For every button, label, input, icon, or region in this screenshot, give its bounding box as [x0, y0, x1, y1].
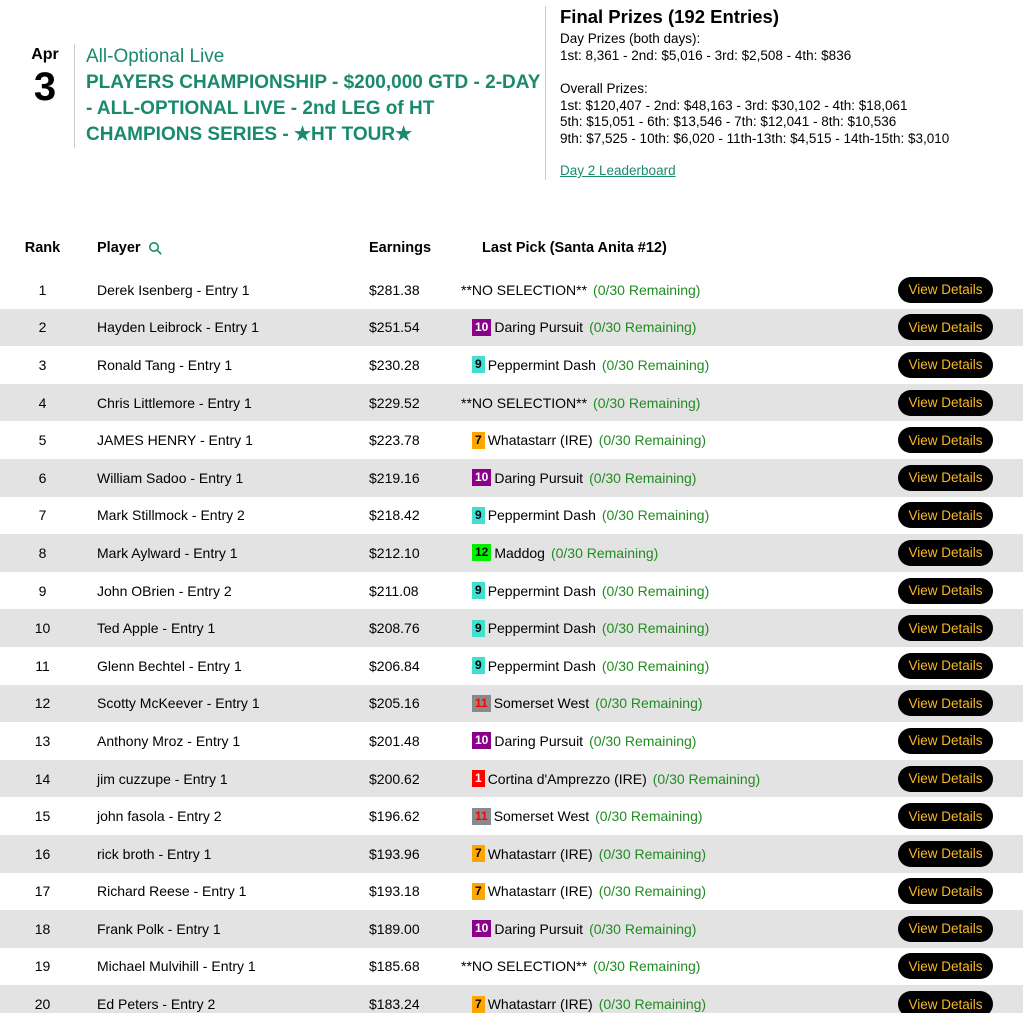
pick-name: Daring Pursuit — [494, 319, 584, 336]
table-row — [0, 647, 1023, 685]
day-prizes-values: 1st: 8,361 - 2nd: $5,016 - 3rd: $2,508 - 4th: $836 — [560, 47, 852, 63]
view-details-button[interactable]: View Details — [898, 390, 993, 416]
pick-name: Peppermint Dash — [487, 582, 596, 599]
last-pick-cell — [461, 620, 898, 637]
saddle-cloth-badge: 9 — [472, 507, 485, 524]
rank-column-header: Rank — [24, 240, 61, 256]
final-prizes-panel — [545, 6, 1015, 180]
last-pick-cell — [461, 845, 898, 862]
overall-prizes-line-3: 9th: $7,525 - 10th: $6,020 - 11th-13th: $4,515 - 14th-15th: $3,010 — [560, 130, 950, 146]
last-pick-cell — [461, 920, 898, 937]
rank-cell: 20 — [34, 996, 51, 1013]
table-row — [0, 534, 1023, 572]
table-row — [0, 873, 1023, 911]
picks-remaining: (0/30 Remaining) — [601, 356, 710, 373]
saddle-cloth-badge: 7 — [472, 883, 485, 900]
player-cell: john fasola - Entry 2 — [97, 808, 222, 825]
saddle-cloth-badge: 9 — [472, 657, 485, 674]
player-cell: rick broth - Entry 1 — [97, 845, 212, 862]
player-cell: Derek Isenberg - Entry 1 — [97, 281, 250, 298]
action-cell — [898, 502, 1023, 528]
player-cell: Frank Polk - Entry 1 — [97, 920, 221, 937]
player-cell: Anthony Mroz - Entry 1 — [97, 732, 241, 749]
earnings-cell: $229.52 — [369, 394, 420, 411]
rank-cell: 17 — [34, 883, 51, 900]
rank-cell: 15 — [34, 808, 51, 825]
table-row — [0, 835, 1023, 873]
picks-remaining: (0/30 Remaining) — [589, 732, 697, 749]
rank-cell: 19 — [34, 958, 51, 975]
player-cell: JAMES HENRY - Entry 1 — [97, 432, 253, 449]
event-month: Apr — [31, 46, 59, 63]
saddle-cloth-badge: 10 — [472, 319, 491, 336]
earnings-cell: $251.54 — [369, 319, 420, 336]
view-details-button[interactable]: View Details — [898, 690, 993, 716]
rank-cell: 10 — [34, 620, 51, 637]
picks-remaining: (0/30 Remaining) — [601, 507, 710, 524]
action-cell — [898, 314, 1023, 340]
last-pick-cell — [461, 657, 898, 674]
table-row — [0, 685, 1023, 723]
rank-cell: 16 — [34, 845, 51, 862]
table-row — [0, 309, 1023, 347]
rank-cell: 12 — [34, 695, 51, 712]
saddle-cloth-badge: 7 — [472, 845, 485, 862]
player-cell: Richard Reese - Entry 1 — [97, 883, 247, 900]
last-pick-cell — [461, 996, 898, 1013]
view-details-button[interactable]: View Details — [898, 953, 993, 979]
rank-cell: 7 — [38, 507, 47, 524]
action-cell — [898, 578, 1023, 604]
action-cell — [898, 991, 1023, 1013]
rank-cell: 14 — [34, 770, 51, 787]
event-day: 3 — [33, 65, 57, 109]
earnings-cell: $196.62 — [369, 808, 420, 825]
pick-name: **NO SELECTION** — [461, 958, 588, 975]
player-cell: Michael Mulvihill - Entry 1 — [97, 958, 256, 975]
overall-prizes-line-1: 1st: $120,407 - 2nd: $48,163 - 3rd: $30,102 - 4th: $18,061 — [560, 97, 908, 113]
last-pick-cell — [461, 958, 898, 974]
table-row — [0, 497, 1023, 535]
earnings-column-header: Earnings — [369, 240, 432, 256]
day-prizes-label: Day Prizes (both days): — [560, 31, 701, 46]
date-divider — [74, 44, 75, 148]
rank-cell: 8 — [38, 544, 47, 561]
table-row — [0, 572, 1023, 610]
player-header-label: Player — [97, 240, 141, 256]
table-row — [0, 910, 1023, 948]
table-row — [0, 760, 1023, 798]
earnings-cell: $219.16 — [369, 469, 420, 486]
view-details-button[interactable]: View Details — [898, 615, 993, 641]
table-row — [0, 421, 1023, 459]
earnings-cell: $185.68 — [369, 958, 420, 975]
rank-cell: 18 — [34, 920, 51, 937]
pick-name: Daring Pursuit — [494, 732, 584, 749]
action-cell — [898, 878, 1023, 904]
last-pick-cell — [461, 507, 898, 524]
action-cell — [898, 352, 1023, 378]
view-details-button[interactable]: View Details — [898, 766, 993, 792]
saddle-cloth-badge: 1 — [472, 770, 485, 787]
pick-name: Whatastarr (IRE) — [487, 845, 593, 862]
table-header-row — [0, 225, 1023, 271]
table-row — [0, 459, 1023, 497]
player-cell: Ronald Tang - Entry 1 — [97, 356, 233, 373]
view-details-button[interactable]: View Details — [898, 314, 993, 340]
saddle-cloth-badge: 12 — [472, 544, 491, 561]
last-pick-cell — [461, 319, 898, 336]
event-header — [0, 0, 1023, 225]
earnings-cell: $281.38 — [369, 281, 420, 298]
rank-cell: 3 — [38, 356, 47, 373]
rank-cell: 2 — [38, 319, 47, 336]
last-pick-cell — [461, 356, 898, 373]
player-cell: Ted Apple - Entry 1 — [97, 620, 216, 637]
player-cell: John OBrien - Entry 2 — [97, 582, 232, 599]
player-cell: Chris Littlemore - Entry 1 — [97, 394, 252, 411]
player-cell: Ed Peters - Entry 2 — [97, 996, 216, 1013]
picks-remaining: (0/30 Remaining) — [589, 920, 697, 937]
saddle-cloth-badge: 9 — [472, 620, 485, 637]
picks-remaining: (0/30 Remaining) — [550, 544, 659, 561]
picks-remaining: (0/30 Remaining) — [601, 582, 710, 599]
action-cell — [898, 953, 1023, 979]
action-cell — [898, 390, 1023, 416]
overall-prizes-label: Overall Prizes: — [560, 81, 648, 96]
picks-remaining: (0/30 Remaining) — [589, 319, 697, 336]
pick-name: Whatastarr (IRE) — [487, 996, 593, 1013]
action-cell — [898, 615, 1023, 641]
table-row — [0, 384, 1023, 422]
last-pick-cell — [461, 732, 898, 749]
last-pick-cell — [461, 695, 898, 712]
view-details-button[interactable]: View Details — [898, 427, 993, 453]
earnings-cell: $205.16 — [369, 695, 420, 712]
event-title-block — [86, 42, 548, 148]
search-icon[interactable] — [148, 241, 163, 256]
player-cell: Scotty McKeever - Entry 1 — [97, 695, 260, 712]
view-details-button[interactable]: View Details — [898, 465, 993, 491]
picks-remaining: (0/30 Remaining) — [598, 432, 707, 449]
table-row — [0, 722, 1023, 760]
player-cell: Mark Aylward - Entry 1 — [97, 544, 238, 561]
last-pick-cell — [461, 395, 898, 411]
picks-remaining: (0/30 Remaining) — [598, 845, 707, 862]
picks-remaining: (0/30 Remaining) — [598, 883, 707, 900]
last-pick-cell — [461, 469, 898, 486]
pick-name: Somerset West — [493, 808, 590, 825]
saddle-cloth-badge: 7 — [472, 996, 485, 1013]
action-cell — [898, 803, 1023, 829]
action-cell — [898, 653, 1023, 679]
player-column-header — [85, 240, 369, 256]
saddle-cloth-badge: 10 — [472, 920, 491, 937]
earnings-cell: $189.00 — [369, 920, 420, 937]
pick-name: Cortina d'Amprezzo (IRE) — [487, 770, 647, 787]
table-body — [0, 271, 1023, 1013]
action-cell — [898, 690, 1023, 716]
saddle-cloth-badge: 11 — [472, 808, 491, 825]
rank-cell: 1 — [38, 281, 47, 298]
player-cell: Glenn Bechtel - Entry 1 — [97, 657, 242, 674]
saddle-cloth-badge: 7 — [472, 432, 485, 449]
last-pick-header-label: Last Pick (Santa Anita #12) — [482, 240, 667, 256]
view-details-button[interactable]: View Details — [898, 728, 993, 754]
pick-name: Maddog — [494, 544, 545, 561]
picks-remaining: (0/30 Remaining) — [601, 620, 710, 637]
day2-leaderboard-link[interactable]: Day 2 Leaderboard — [560, 163, 676, 178]
saddle-cloth-badge: 11 — [472, 695, 491, 712]
last-pick-cell — [461, 432, 898, 449]
view-details-button[interactable]: View Details — [898, 277, 993, 303]
picks-remaining: (0/30 Remaining) — [601, 657, 710, 674]
pick-name: Peppermint Dash — [487, 620, 596, 637]
pick-name: Peppermint Dash — [487, 356, 596, 373]
rank-cell: 4 — [38, 394, 47, 411]
picks-remaining: (0/30 Remaining) — [593, 394, 701, 411]
pick-name: Daring Pursuit — [494, 920, 584, 937]
event-date — [25, 42, 65, 108]
rank-cell: 5 — [38, 432, 47, 449]
action-cell — [898, 728, 1023, 754]
saddle-cloth-badge: 10 — [472, 469, 491, 486]
view-details-button[interactable]: View Details — [898, 653, 993, 679]
table-row — [0, 271, 1023, 309]
last-pick-column-header — [461, 240, 898, 256]
action-cell — [898, 465, 1023, 491]
earnings-cell: $223.78 — [369, 432, 420, 449]
event-summary — [25, 42, 548, 148]
table-row — [0, 948, 1023, 986]
table-row — [0, 985, 1023, 1013]
earnings-cell: $208.76 — [369, 620, 420, 637]
event-category: All-Optional Live — [86, 46, 225, 67]
picks-remaining: (0/30 Remaining) — [595, 695, 703, 712]
last-pick-cell — [461, 883, 898, 900]
earnings-cell: $211.08 — [369, 582, 419, 599]
earnings-cell: $193.18 — [369, 883, 420, 900]
overall-prizes-line-2: 5th: $15,051 - 6th: $13,546 - 7th: $12,041 - 8th: $10,536 — [560, 114, 897, 129]
last-pick-cell — [461, 770, 898, 787]
pick-name: Peppermint Dash — [487, 657, 596, 674]
view-details-button[interactable]: View Details — [898, 991, 993, 1013]
pick-name: Daring Pursuit — [494, 469, 584, 486]
action-cell — [898, 277, 1023, 303]
last-pick-cell — [461, 808, 898, 825]
player-cell: jim cuzzupe - Entry 1 — [97, 770, 228, 787]
saddle-cloth-badge: 9 — [472, 356, 485, 373]
earnings-cell: $193.96 — [369, 845, 420, 862]
earnings-cell: $212.10 — [369, 544, 420, 561]
table-row — [0, 797, 1023, 835]
picks-remaining: (0/30 Remaining) — [593, 281, 701, 298]
picks-remaining: (0/30 Remaining) — [589, 469, 697, 486]
action-cell — [898, 540, 1023, 566]
last-pick-cell — [461, 282, 898, 298]
final-prizes-heading: Final Prizes (192 Entries) — [560, 6, 780, 27]
earnings-cell: $206.84 — [369, 657, 420, 674]
table-row — [0, 346, 1023, 384]
last-pick-cell — [461, 544, 898, 561]
view-details-button[interactable]: View Details — [898, 878, 993, 904]
pick-name: Whatastarr (IRE) — [487, 432, 593, 449]
view-details-button[interactable]: View Details — [898, 578, 993, 604]
pick-name: **NO SELECTION** — [461, 281, 588, 298]
earnings-cell: $183.24 — [369, 996, 420, 1013]
picks-remaining: (0/30 Remaining) — [595, 808, 703, 825]
rank-cell: 13 — [34, 732, 51, 749]
picks-remaining: (0/30 Remaining) — [652, 770, 761, 787]
view-details-button[interactable]: View Details — [898, 841, 993, 867]
action-cell — [898, 841, 1023, 867]
last-pick-cell — [461, 582, 898, 599]
view-details-button[interactable]: View Details — [898, 540, 993, 566]
earnings-cell: $230.28 — [369, 356, 420, 373]
picks-remaining: (0/30 Remaining) — [593, 958, 701, 975]
action-cell — [898, 427, 1023, 453]
saddle-cloth-badge: 10 — [472, 732, 491, 749]
table-row — [0, 609, 1023, 647]
view-details-button[interactable]: View Details — [898, 502, 993, 528]
player-cell: Mark Stillmock - Entry 2 — [97, 507, 245, 524]
pick-name: Peppermint Dash — [487, 507, 596, 524]
action-cell — [898, 766, 1023, 792]
pick-name: Somerset West — [493, 695, 590, 712]
pick-name: Whatastarr (IRE) — [487, 883, 593, 900]
saddle-cloth-badge: 9 — [472, 582, 485, 599]
player-cell: William Sadoo - Entry 1 — [97, 469, 244, 486]
view-details-button[interactable]: View Details — [898, 916, 993, 942]
leaderboard-table — [0, 225, 1023, 1013]
earnings-cell: $218.42 — [369, 507, 420, 524]
view-details-button[interactable]: View Details — [898, 352, 993, 378]
rank-cell: 6 — [38, 469, 47, 486]
view-details-button[interactable]: View Details — [898, 803, 993, 829]
event-title: PLAYERS CHAMPIONSHIP - $200,000 GTD - 2-DAY - ALL-OPTIONAL LIVE - 2nd LEG of HT CHAMPIONS SERIES - ★HT TOUR★ — [86, 72, 541, 145]
earnings-cell: $200.62 — [369, 770, 420, 787]
rank-cell: 9 — [38, 582, 47, 599]
earnings-cell: $201.48 — [369, 732, 420, 749]
picks-remaining: (0/30 Remaining) — [598, 996, 707, 1013]
pick-name: **NO SELECTION** — [461, 394, 588, 411]
rank-cell: 11 — [35, 657, 50, 674]
action-cell — [898, 916, 1023, 942]
player-cell: Hayden Leibrock - Entry 1 — [97, 319, 259, 336]
